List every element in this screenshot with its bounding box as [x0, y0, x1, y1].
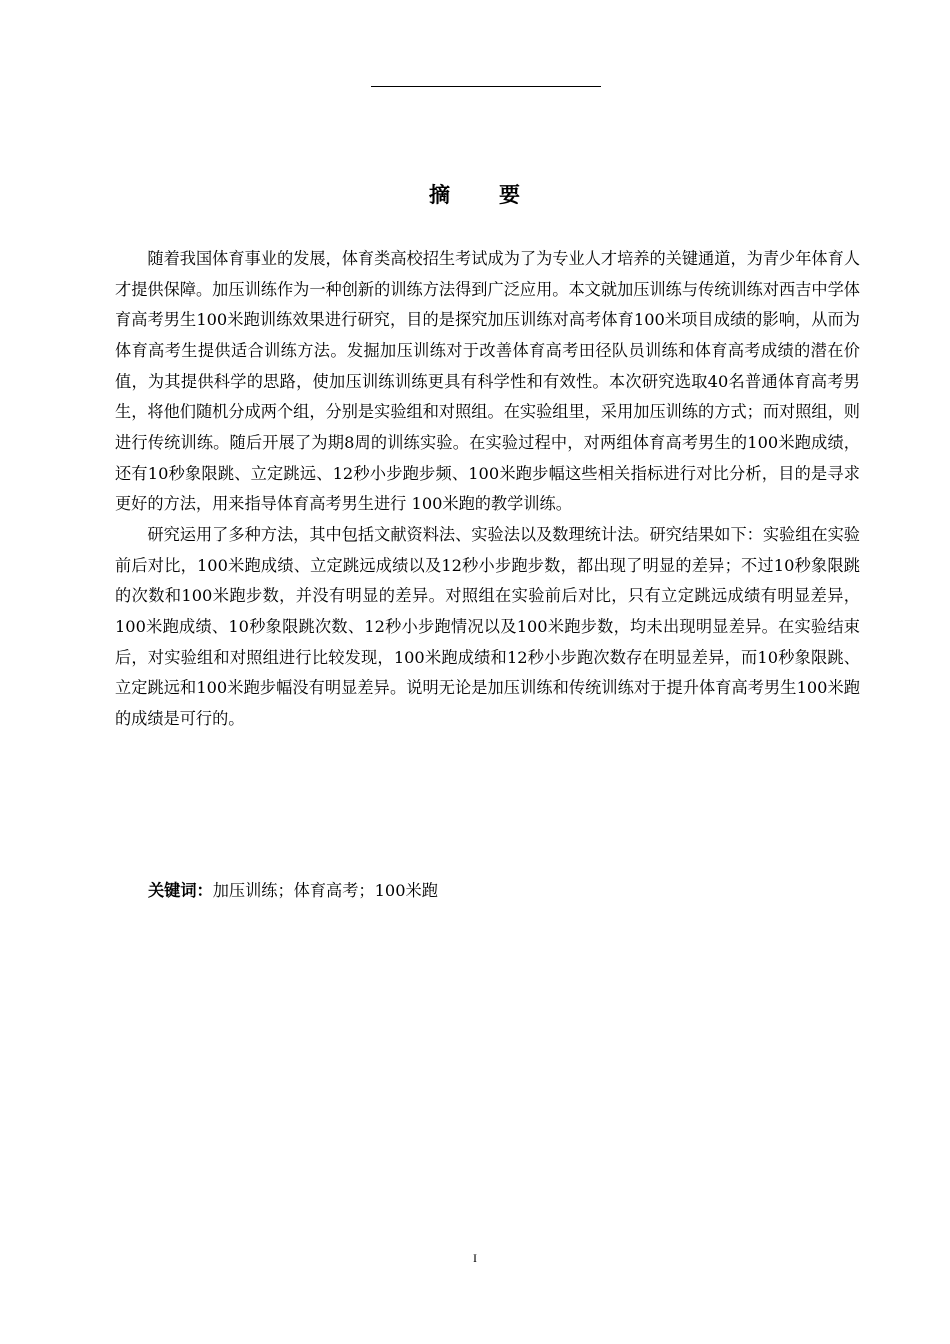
- abstract-paragraph-2: 研究运用了多种方法，其中包括文献资料法、实验法以及数理统计法。研究结果如下：实验组在实验前后对比，100米跑成绩、立定跳远成绩以及12秒小步跑步数，都出现了明显的差异；不过10秒象限跳的次数和100米跑步数，并没有明显的差异。对照组在实验前后对比，只有立定跳远成绩有明显差异，100米跑成绩、10秒象限跳次数、12秒小步跑情况以及100米跑步数，均未出现明显差异。在实验结束后，对实验组和对照组进行比较发现，100米跑成绩和12秒小步跑次数存在明显差异，而10秒象限跳、立定跳远和100米跑步幅没有明显差异。说明无论是加压训练和传统训练对于提升体育高考男生100米跑的成绩是可行的。: [115, 524, 860, 728]
- keywords-line: [148, 876, 438, 906]
- abstract-paragraph-1: 随着我国体育事业的发展，体育类高校招生考试成为了为专业人才培养的关键通道，为青少年体育人才提供保障。加压训练作为一种创新的训练方法得到广泛应用。本文就加压训练与传统训练对西吉中学体育高考男生100米跑训练效果进行研究，目的是探究加压训练对高考体育100米项目成绩的影响，从而为体育高考生提供适合训练方法。发掘加压训练对于改善体育高考田径队员训练和体育高考成绩的潜在价值，为其提供科学的思路，使加压训练训练更具有科学性和有效性。本次研究选取40名普通体育高考男生，将他们随机分成两个组，分别是实验组和对照组。在实验组里，采用加压训练的方式；而对照组，则进行传统训练。随后开展了为期8周的训练实验。在实验过程中，对两组体育高考男生的100米跑成绩，还有10秒象限跳、立定跳远、12秒小步跑步频、100米跑步幅这些相关指标进行对比分析，目的是寻求更好的方法，用来指导体育高考男生进行 100米跑的教学训练。: [115, 249, 860, 514]
- keywords-value: 加压训练；体育高考；100米跑: [212, 881, 438, 900]
- abstract-title-char-2: 要: [499, 183, 521, 207]
- header-rule: [371, 86, 601, 87]
- abstract-title: [0, 178, 950, 212]
- keywords-label: 关键词：: [148, 881, 213, 900]
- abstract-body: [115, 244, 860, 735]
- page-number: I: [473, 1251, 477, 1265]
- abstract-title-char-1: 摘: [429, 183, 451, 207]
